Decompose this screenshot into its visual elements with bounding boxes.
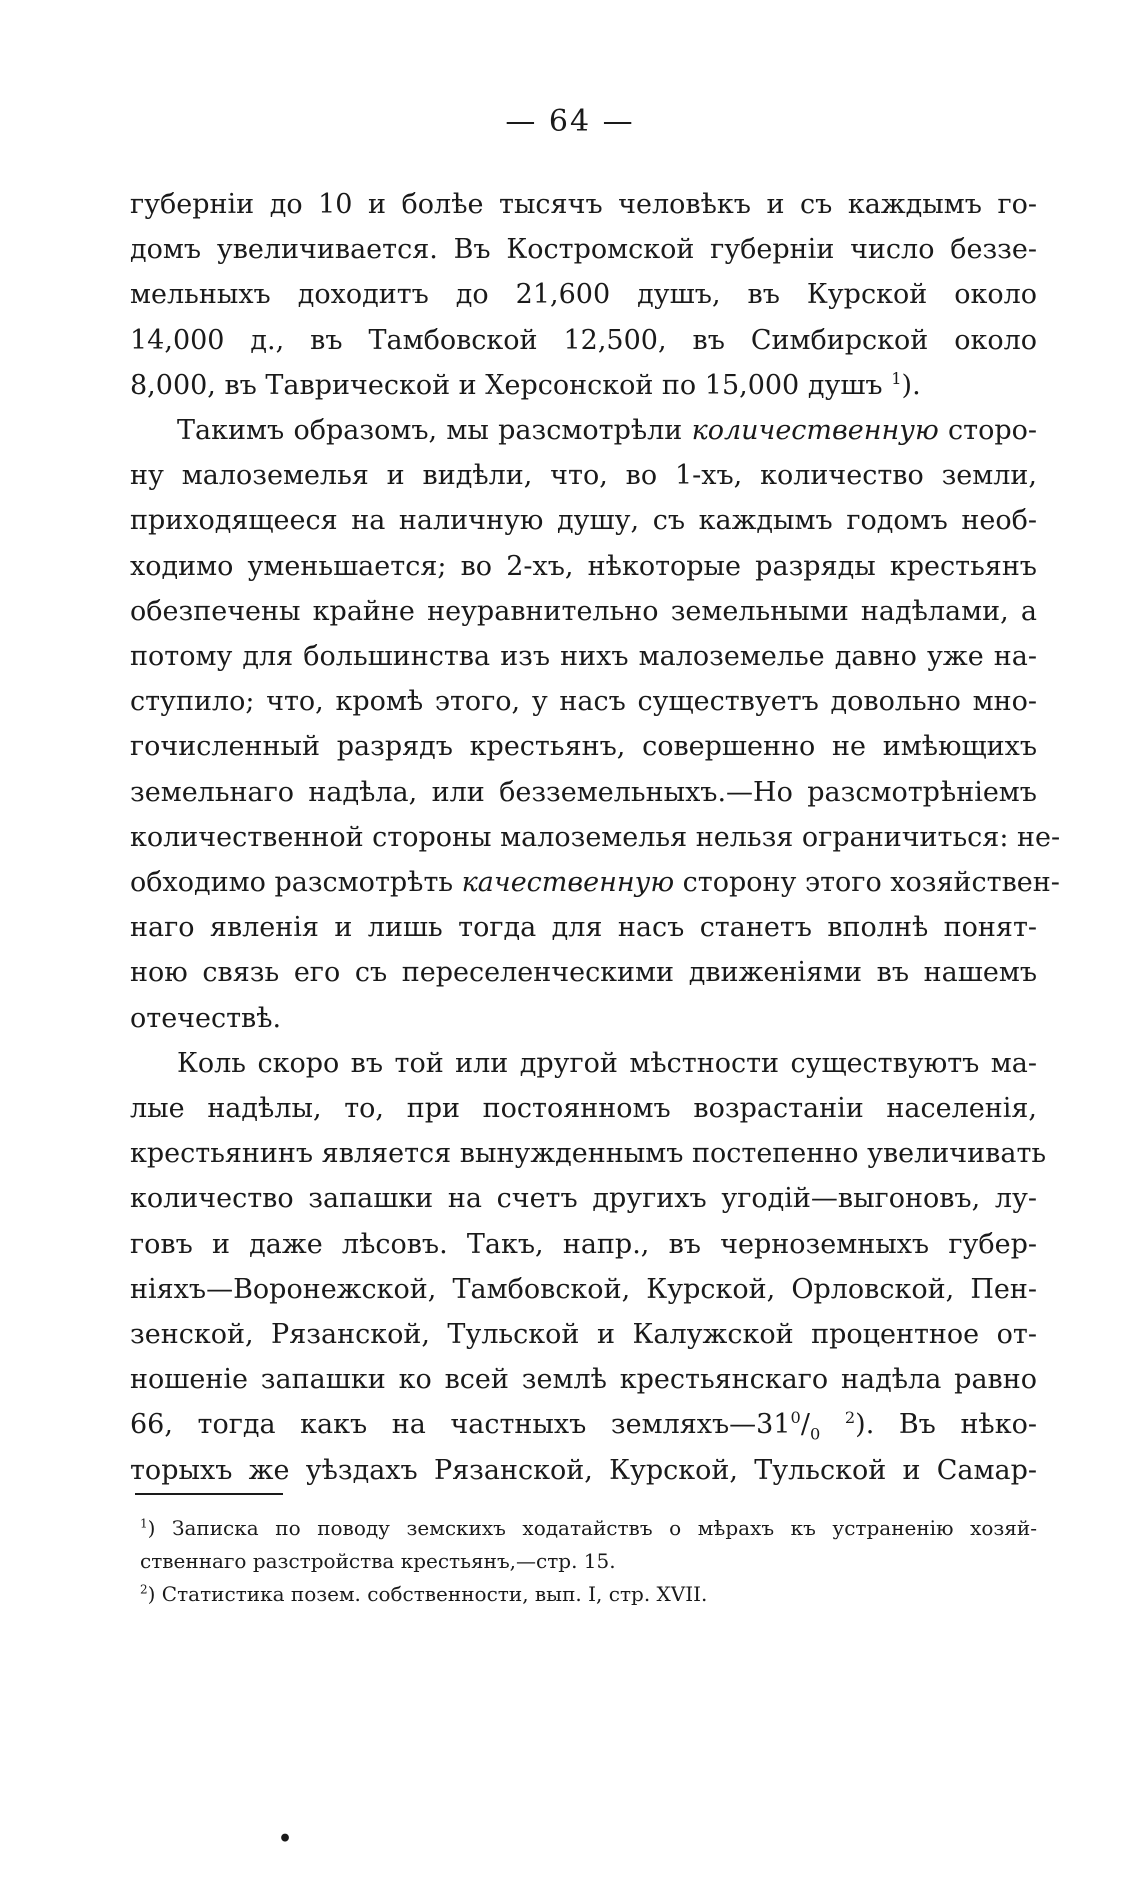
text-line: торыхъ же уѣздахъ Рязанской, Курской, Тульской и Самар- <box>130 1454 1037 1486</box>
text-line <box>130 363 1037 408</box>
text-fragment: сторо- <box>938 415 1037 447</box>
footnote-ref: 1 <box>891 368 902 388</box>
body-text <box>130 182 1061 1493</box>
footnote-text: ) Записка по поводу земскихъ ходатайствъ о мѣрахъ къ устраненію хозяй- <box>147 1516 1037 1540</box>
text-line: ніяхъ—Воронежской, Тамбовской, Курской, Орловской, Пен- <box>130 1273 1037 1305</box>
emphasis: количественную <box>691 415 939 447</box>
text-line: губерніи до 10 и болѣе тысячъ человѣкъ и съ каждымъ го- <box>130 189 1037 220</box>
text-fragment: ). <box>901 369 921 401</box>
text-line <box>130 860 1060 905</box>
text-line: зенской, Рязанской, Тульской и Калужской процентное от- <box>130 1319 1037 1351</box>
text-line: лые надѣлы, то, при постоянномъ возрастаніи населенія, <box>130 1093 1037 1125</box>
text-line: ношеніе запашки ко всей землѣ крестьянскаго надѣла равно <box>130 1364 1037 1396</box>
text-fragment: ). Въ нѣко- <box>855 1409 1037 1441</box>
emphasis: качественную <box>461 867 675 899</box>
text-line: количество запашки на счетъ другихъ угодій—выгоновъ, лу- <box>130 1183 1037 1215</box>
percent-slash: / <box>800 1409 810 1441</box>
text-fragment: Такимъ образомъ, мы разсмотрѣли <box>177 415 692 447</box>
text-line: количественной стороны малоземелья нельзя ограничиться: не- <box>130 821 1061 853</box>
footnote-marker: 1 <box>140 1516 148 1531</box>
text-line: говъ и даже лѣсовъ. Такъ, напр., въ черноземныхъ губер- <box>130 1228 1037 1260</box>
text-line <box>130 1402 1037 1447</box>
stray-ink-mark: • <box>278 1826 293 1852</box>
text-line: потому для большинства изъ нихъ малоземелье давно уже на- <box>130 641 1037 673</box>
text-line <box>130 408 1037 453</box>
text-fragment: обходимо разсмотрѣть <box>130 867 462 899</box>
text-line: наго явленія и лишь тогда для насъ станетъ вполнѣ понят- <box>130 912 1037 944</box>
paragraph-3 <box>130 1041 1047 1493</box>
text-line: крестьянинъ является вынужденнымъ постепенно увеличивать <box>130 1138 1047 1170</box>
text-fragment: 8,000, въ Таврической и Херсонской по 15,000 душъ <box>130 369 883 401</box>
text-line: гочисленный разрядъ крестьянъ, совершенно не имѣющихъ <box>130 731 1037 763</box>
text-line: земельнаго надѣла, или безземельныхъ.—Но разсмотрѣніемъ <box>130 776 1037 808</box>
footnote-divider <box>135 1493 283 1495</box>
text-line: мельныхъ доходитъ до 21,600 душъ, въ Курской около <box>130 279 1037 311</box>
footnote-1-continuation: ственнаго разстройства крестьянъ,—стр. 15. <box>140 1549 616 1573</box>
page-number: — 64 — <box>505 104 635 139</box>
paragraph-2 <box>130 408 1061 1041</box>
paragraph-1 <box>130 182 1037 408</box>
text-fragment: сторону этого хозяйствен- <box>674 867 1060 899</box>
text-line: ну малоземелья и видѣли, что, во 1-хъ, количество земли, <box>130 460 1037 492</box>
footnote-1 <box>140 1512 1037 1545</box>
text-line: ступило; что, кромѣ этого, у насъ существуетъ довольно мно- <box>130 686 1037 718</box>
percent-sub: 0 <box>809 1424 821 1444</box>
text-line: ходимо уменьшается; во 2-хъ, нѣкоторые разряды крестьянъ <box>130 550 1037 582</box>
text-line: ною связь его съ переселенческими движеніями въ нашемъ <box>130 957 1037 989</box>
footnote-ref: 2 <box>844 1408 856 1428</box>
footnotes <box>140 1512 1037 1611</box>
text-line: обезпечены крайне неуравнительно земельными надѣлами, а <box>130 595 1037 627</box>
footnote-2 <box>140 1578 1037 1611</box>
text-line: приходящееся на наличную душу, съ каждымъ годомъ необ- <box>130 505 1037 537</box>
text-line: отечествѣ. <box>130 1002 282 1034</box>
text-line: 14,000 д., въ Тамбовской 12,500, въ Симбирской около <box>130 324 1037 356</box>
footnote-marker: 2 <box>140 1582 148 1597</box>
footnote-text: ) Статистика позем. собственности, вып. I, стр. XVII. <box>147 1582 708 1606</box>
percent-sup: 0 <box>790 1408 801 1428</box>
text-line: Коль скоро въ той или другой мѣстности существуютъ ма- <box>177 1047 1037 1079</box>
text-line: домъ увеличивается. Въ Костромской губерніи число беззе- <box>130 234 1037 266</box>
text-fragment: 66, тогда какъ на частныхъ земляхъ—31 <box>130 1409 791 1441</box>
